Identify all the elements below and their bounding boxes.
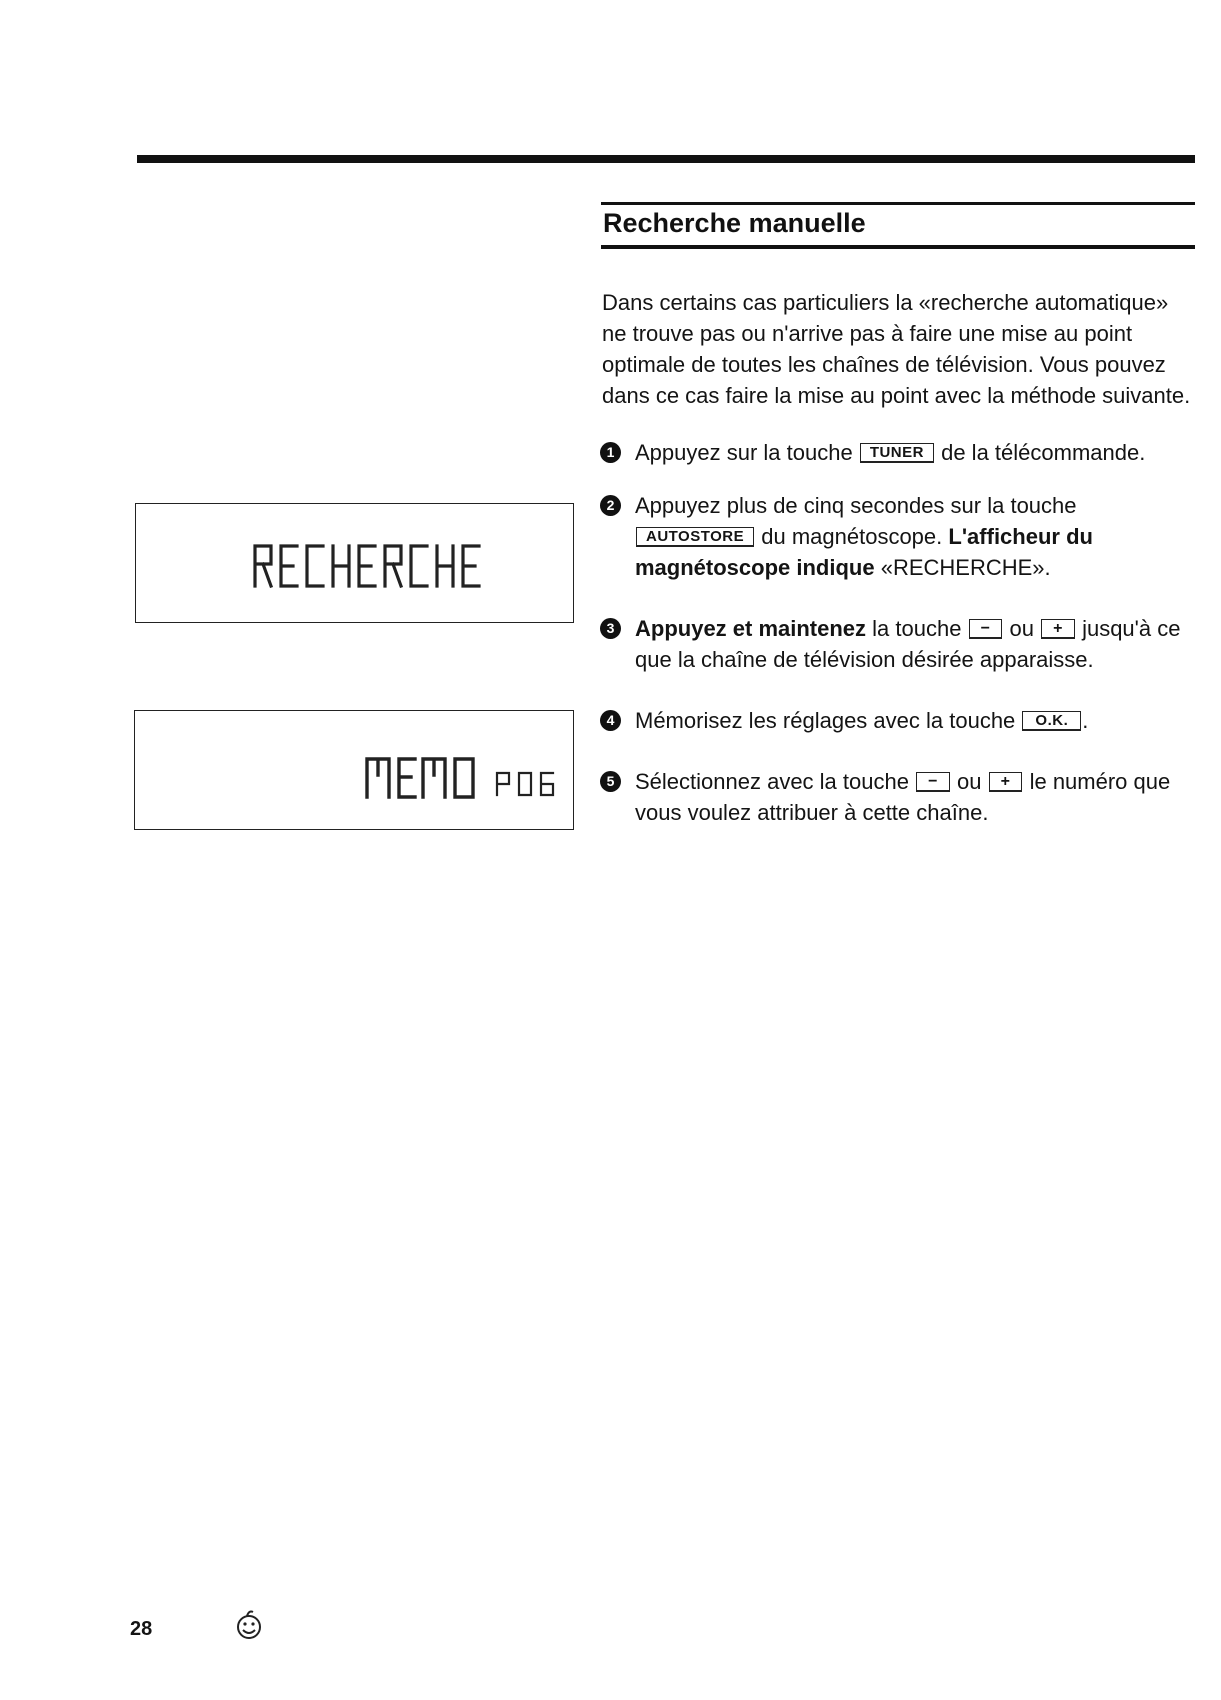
heading-rule-top [601,202,1195,205]
autostore-key: AUTOSTORE [636,527,754,547]
vcr-display-memo [134,710,574,830]
heading-rule-bottom [601,245,1195,249]
step-number-1: 1 [600,442,621,463]
section-title: Recherche manuelle [603,208,866,238]
top-rule [137,155,1195,163]
page-number: 28 [130,1618,153,1640]
minus-key: − [969,619,1003,639]
lcd-recherche-text [253,544,503,588]
minus-key: − [916,772,950,792]
vcr-display-recherche [135,503,574,623]
step-number-2: 2 [600,495,621,516]
step-number-3: 3 [600,618,621,639]
lcd-position-text [495,771,559,797]
step-5: 5 Sélectionnez avec la touche − ou + le numéro que vous voulez attribuer à cette chaîne. [600,766,1200,828]
plus-key: + [989,772,1023,792]
intro-paragraph: Dans certains cas particuliers la «recherche automatique» ne trouve pas ou n'arrive pas à faire une mise au point optimale de toutes les chaînes de télévision. Vous pouvez dans ce cas faire la mise au point avec la méthode suivante. [602,290,1191,408]
step-3: 3 Appuyez et maintenez la touche − ou + jusqu'à ce que la chaîne de télévision désirée apparaisse. [600,613,1200,675]
tuner-key: TUNER [860,443,934,463]
smiley-face-icon [233,1608,265,1642]
ok-key: O.K. [1022,711,1081,731]
step-list [600,437,1200,828]
step-1: 1 Appuyez sur la touche TUNER de la télécommande. [600,437,1200,468]
step-number-5: 5 [600,771,621,792]
step-2: 2 Appuyez plus de cinq secondes sur la touche AUTOSTORE du magnétoscope. L'afficheur du magnétoscope indique «RECHERCHE». [600,490,1200,583]
step-number-4: 4 [600,710,621,731]
plus-key: + [1041,619,1075,639]
step-4: 4 Mémorisez les réglages avec la touche O.K. . [600,705,1200,736]
